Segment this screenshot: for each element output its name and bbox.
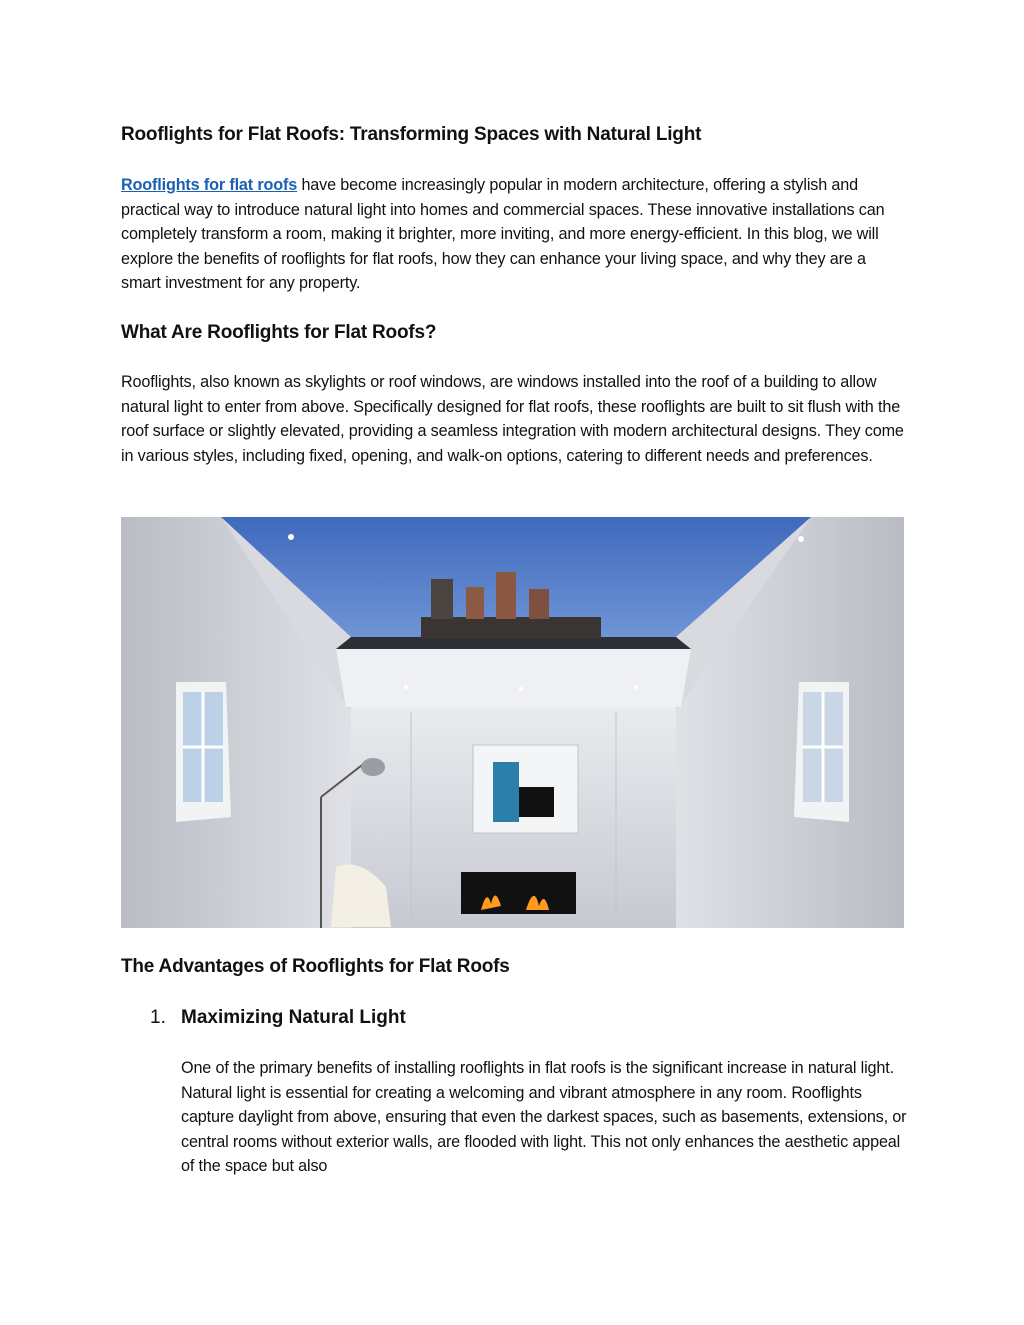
- section-what-are-body: Rooflights, also known as skylights or roof windows, are windows installed into the roof of a building to allow natural light to enter from above. Specifically designed for flat roofs, these rooflights are built to sit flush with the roof surface or slightly elevated, providing a seamless integration with modern architectural designs. They come in various styles, including fixed, opening, and walk-on options, catering to different needs and preferences.: [121, 373, 904, 465]
- rooflight-interior-photo: [121, 517, 904, 928]
- intro-text: have become increasingly popular in modern architecture, offering a stylish and practical way to introduce natural light into homes and commercial spaces. These innovative installations can completely transform a room, making it brighter, more inviting, and more energy-efficient. In this blog, we will explore the benefits of rooflights for flat roofs, how they can enhance your living space, and why they are a smart investment for any property.: [121, 176, 885, 292]
- page-title: Rooflights for Flat Roofs: Transforming Spaces with Natural Light: [121, 124, 702, 145]
- list-item-title: Maximizing Natural Light: [181, 1007, 406, 1028]
- list-item-number: 1.: [150, 1007, 166, 1028]
- list-item: [150, 1007, 406, 1029]
- rooflights-link[interactable]: Rooflights for flat roofs: [121, 176, 298, 194]
- section-heading-advantages: The Advantages of Rooflights for Flat Roofs: [121, 956, 510, 977]
- list-item-body: One of the primary benefits of installing rooflights in flat roofs is the significant increase in natural light. Natural light is essential for creating a welcoming and vibrant atmosphere in any room. Rooflights capture daylight from above, ensuring that even the darkest spaces, such as basements, extensions, or central rooms without exterior walls, are flooded with light. This not only enhances the aesthetic appeal of the space but also: [181, 1059, 907, 1175]
- intro-paragraph: [121, 173, 907, 296]
- section-heading-what-are: What Are Rooflights for Flat Roofs?: [121, 322, 437, 343]
